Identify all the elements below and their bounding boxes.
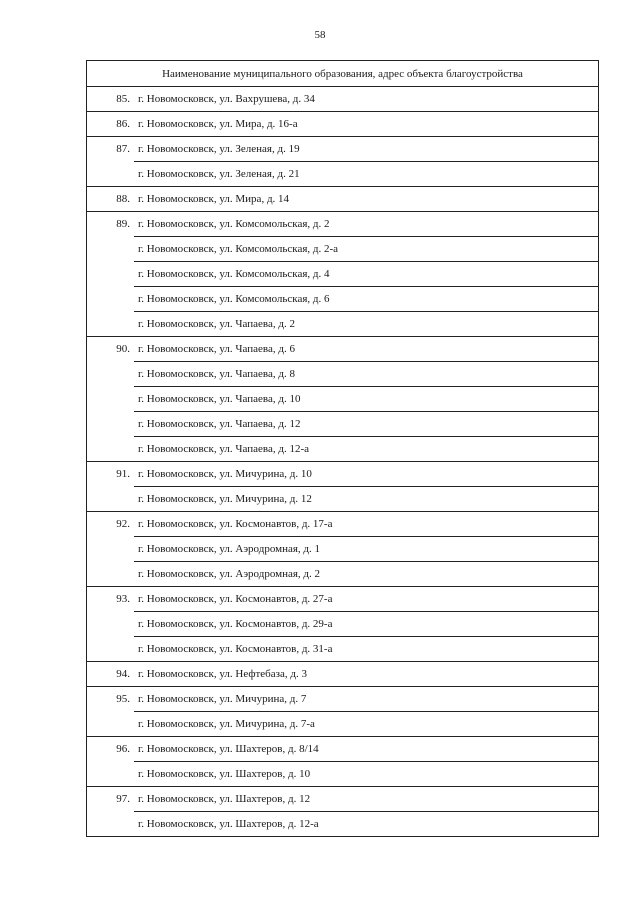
table-row [86,537,599,562]
table-row [86,462,599,487]
row-number-cell [86,487,134,512]
address-cell: г. Новомосковск, ул. Мичурина, д. 7-а [134,712,599,737]
row-number-cell [86,262,134,287]
row-number-cell [86,312,134,337]
row-number-cell: 90. [116,343,130,356]
table-row [86,212,599,237]
table-header-row [86,61,599,87]
row-number-cell: 87. [116,143,130,156]
address-cell: г. Новомосковск, ул. Космонавтов, д. 27-а [134,587,599,612]
table-row [86,237,599,262]
address-cell: г. Новомосковск, ул. Чапаева, д. 8 [134,362,599,387]
address-cell: г. Новомосковск, ул. Аэродромная, д. 2 [134,562,599,587]
table-row [86,737,599,762]
address-cell: г. Новомосковск, ул. Космонавтов, д. 31-а [134,637,599,662]
address-cell: г. Новомосковск, ул. Мира, д. 16-а [134,112,599,137]
address-cell: г. Новомосковск, ул. Шахтеров, д. 8/14 [134,737,599,762]
row-number-cell: 95. [116,693,130,706]
table-row [86,112,599,137]
table-row [86,162,599,187]
table-row [86,137,599,162]
row-number-cell: 89. [116,218,130,231]
row-number-cell [86,287,134,312]
table-row [86,562,599,587]
row-number-cell: 88. [86,187,134,212]
table-row [86,812,599,837]
row-number-cell [86,537,134,562]
row-number-cell [86,712,134,737]
table-row [86,587,599,612]
address-cell: г. Новомосковск, ул. Мичурина, д. 7 [134,687,599,712]
registry-table [86,60,599,837]
address-cell: г. Новомосковск, ул. Космонавтов, д. 29-а [134,612,599,637]
address-cell: г. Новомосковск, ул. Комсомольская, д. 4 [134,262,599,287]
address-cell: г. Новомосковск, ул. Зеленая, д. 19 [134,137,599,162]
registry-table-body [86,61,599,837]
address-cell: г. Новомосковск, ул. Вахрушева, д. 34 [134,87,599,112]
address-cell: г. Новомосковск, ул. Комсомольская, д. 2-а [134,237,599,262]
table-row [86,437,599,462]
row-number-cell: 93. [116,593,130,606]
address-cell: г. Новомосковск, ул. Мичурина, д. 12 [134,487,599,512]
row-number-cell [86,437,134,462]
table-row [86,337,599,362]
row-number-cell [86,562,134,587]
table-row [86,287,599,312]
address-cell: г. Новомосковск, ул. Нефтебаза, д. 3 [134,662,599,687]
table-row [86,262,599,287]
table-row [86,87,599,112]
row-number-cell [86,612,134,637]
table-row [86,487,599,512]
address-cell: г. Новомосковск, ул. Зеленая, д. 21 [134,162,599,187]
table-row [86,762,599,787]
table-row [86,387,599,412]
address-cell: г. Новомосковск, ул. Комсомольская, д. 6 [134,287,599,312]
table-row [86,787,599,812]
table-row [86,362,599,387]
row-number-cell [86,812,134,837]
table-row [86,687,599,712]
row-number-cell: 85. [86,87,134,112]
table-header-cell: Наименование муниципального образования, адрес объекта благоустройства [86,61,599,87]
row-number-cell [86,162,134,187]
address-cell: г. Новомосковск, ул. Аэродромная, д. 1 [134,537,599,562]
row-number-cell [86,637,134,662]
address-cell: г. Новомосковск, ул. Шахтеров, д. 10 [134,762,599,787]
row-number-cell: 96. [116,743,130,756]
address-cell: г. Новомосковск, ул. Космонавтов, д. 17-а [134,512,599,537]
page-number: 58 [314,29,326,41]
address-cell: г. Новомосковск, ул. Шахтеров, д. 12-а [134,812,599,837]
address-cell: г. Новомосковск, ул. Чапаева, д. 12 [134,412,599,437]
row-number-cell: 91. [116,468,130,481]
table-row [86,637,599,662]
address-cell: г. Новомосковск, ул. Шахтеров, д. 12 [134,787,599,812]
row-number-cell [86,412,134,437]
table-row [86,712,599,737]
table-row [86,612,599,637]
address-cell: г. Новомосковск, ул. Комсомольская, д. 2 [134,212,599,237]
address-cell: г. Новомосковск, ул. Чапаева, д. 6 [134,337,599,362]
row-number-cell: 97. [116,793,130,806]
row-number-cell [86,762,134,787]
row-number-cell [86,237,134,262]
table-row [86,412,599,437]
address-cell: г. Новомосковск, ул. Чапаева, д. 2 [134,312,599,337]
address-cell: г. Новомосковск, ул. Мичурина, д. 10 [134,462,599,487]
address-cell: г. Новомосковск, ул. Чапаева, д. 12-а [134,437,599,462]
address-cell: г. Новомосковск, ул. Чапаева, д. 10 [134,387,599,412]
row-number-cell: 94. [86,662,134,687]
table-row [86,312,599,337]
row-number-cell [86,387,134,412]
row-number-cell: 86. [86,112,134,137]
table-row [86,187,599,212]
table-row [86,512,599,537]
address-cell: г. Новомосковск, ул. Мира, д. 14 [134,187,599,212]
row-number-cell: 92. [116,518,130,531]
table-row [86,662,599,687]
row-number-cell [86,362,134,387]
